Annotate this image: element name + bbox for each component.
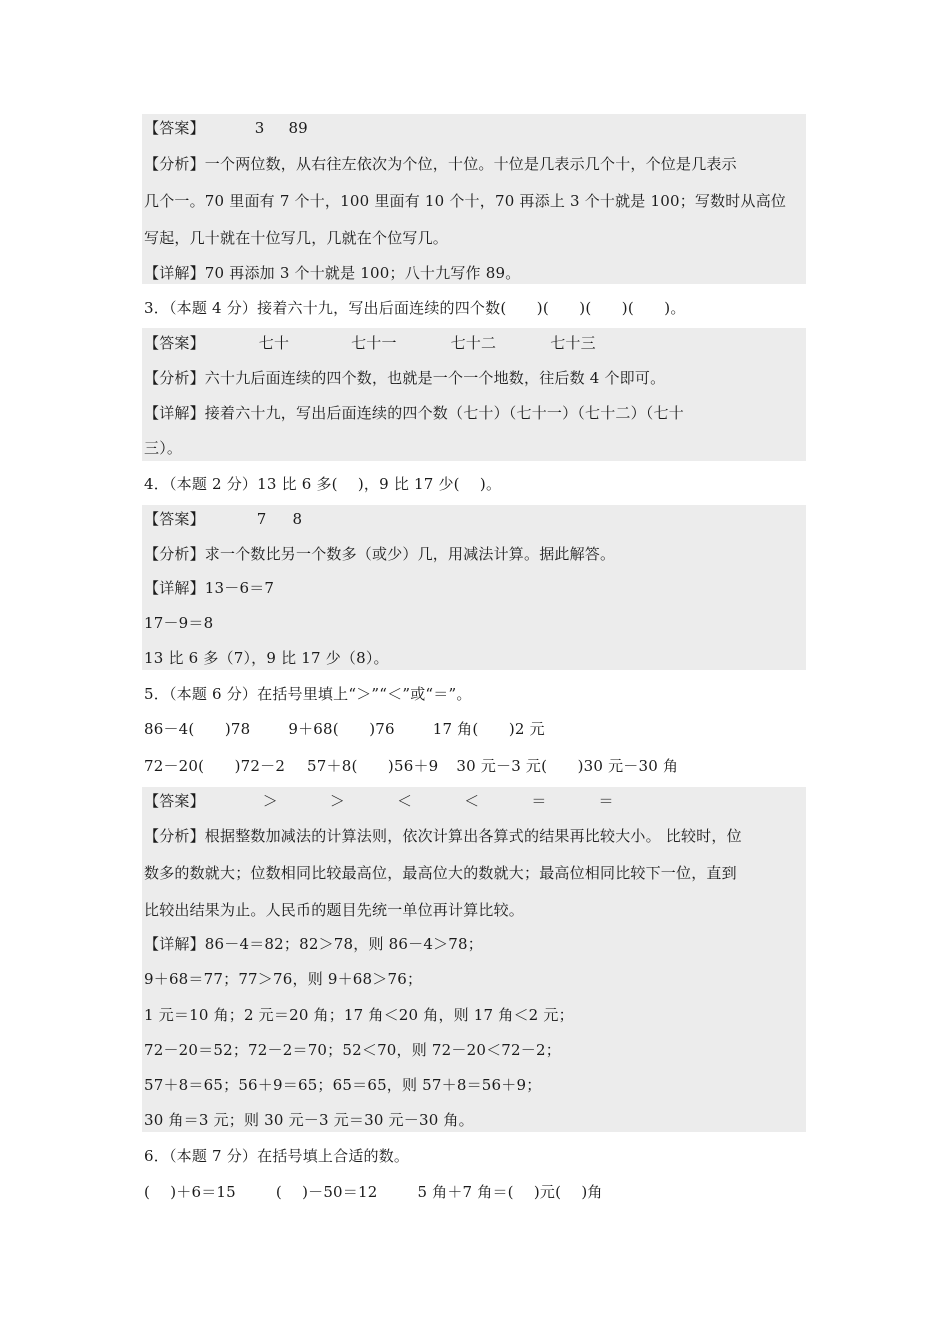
answer-value: ＜ bbox=[464, 792, 480, 810]
answer-value: 七十 bbox=[258, 334, 290, 352]
detail-line: 30 角＝3 元；则 30 元－3 元＝30 元－30 角。 bbox=[144, 1111, 474, 1129]
analysis-line: 【分析】六十九后面连续的四个数，也就是一个一个地数，往后数 4 个即可。 bbox=[144, 369, 666, 387]
answer-line-q3 bbox=[144, 333, 596, 353]
analysis-line: 数多的数就大；位数相同比较最高位，最高位大的数就大；最高位相同比较下一位，直到 bbox=[144, 864, 737, 882]
answer-value: 七十三 bbox=[550, 334, 596, 352]
comparison-item: 86－4( )78 bbox=[144, 720, 251, 738]
answer-line-q4 bbox=[144, 509, 302, 529]
answer-value: 3 bbox=[254, 119, 265, 137]
answer-tag: 【答案】 bbox=[144, 334, 205, 352]
detail-line: 9＋68＝77；77＞76，则 9＋68＞76； bbox=[144, 970, 423, 988]
answer-value: ＞ bbox=[329, 792, 346, 810]
detail-line: 13 比 6 多（7），9 比 17 少（8）。 bbox=[144, 649, 389, 667]
analysis-line: 【分析】一个两位数，从右往左依次为个位，十位。十位是几表示几个十，个位是几表示 bbox=[144, 155, 737, 173]
analysis-line: 【分析】求一个数比另一个数多（或少）几，用减法计算。据此解答。 bbox=[144, 545, 616, 563]
detail-line: 三）。 bbox=[144, 439, 183, 457]
analysis-line: 几个一。70 里面有 7 个十，100 里面有 10 个十，70 再添上 3 个十就是 100；写数时从高位 bbox=[144, 192, 787, 210]
answer-tag: 【答案】 bbox=[144, 510, 205, 528]
answer-value: 89 bbox=[288, 119, 308, 137]
question-5-row-1 bbox=[144, 719, 545, 739]
comparison-item: 72－20( )72－2 bbox=[144, 757, 286, 775]
answer-tag: 【答案】 bbox=[144, 119, 205, 137]
answer-value: ＞ bbox=[262, 792, 278, 810]
answer-value: ＝ bbox=[531, 792, 547, 810]
analysis-line: 比较出结果为止。人民币的题目先统一单位再计算比较。 bbox=[144, 901, 525, 919]
answer-tag: 【答案】 bbox=[144, 792, 205, 810]
analysis-line: 写起，几十就在十位写几，几就在个位写几。 bbox=[144, 229, 449, 247]
analysis-line: 【分析】根据整数加减法的计算法则，依次计算出各算式的结果再比较大小。 比较时，位 bbox=[144, 827, 742, 845]
fill-blank-item: 5 角＋7 角＝( )元( )角 bbox=[417, 1183, 603, 1201]
detail-line: 【详解】86－4＝82；82＞78，则 86－4＞78； bbox=[144, 935, 483, 953]
question-5: 5．（本题 6 分）在括号里填上“＞”“＜”或“＝”。 bbox=[144, 685, 472, 703]
comparison-item: 17 角( )2 元 bbox=[432, 720, 545, 738]
answer-line-q2 bbox=[144, 118, 308, 138]
fill-blank-item: ( )－50＝12 bbox=[275, 1183, 378, 1201]
detail-line: 【详解】70 再添加 3 个十就是 100；八十九写作 89。 bbox=[144, 264, 521, 282]
question-5-row-2 bbox=[144, 756, 678, 776]
answer-value: ＜ bbox=[397, 792, 413, 810]
question-6-row-1 bbox=[144, 1182, 603, 1202]
comparison-item: 30 元－3 元( )30 元－30 角 bbox=[456, 757, 679, 775]
comparison-item: 9＋68( )76 bbox=[288, 720, 395, 738]
answer-value: 七十二 bbox=[450, 334, 497, 352]
question-4: 4．（本题 2 分）13 比 6 多( )，9 比 17 少( )。 bbox=[144, 475, 502, 493]
detail-line: 【详解】接着六十九，写出后面连续的四个数（七十）（七十一）（七十二）（七十 bbox=[144, 404, 684, 422]
comparison-item: 57＋8( )56＋9 bbox=[307, 757, 439, 775]
detail-line: 57＋8＝65；56＋9＝65；65＝65，则 57＋8＝56＋9； bbox=[144, 1076, 542, 1094]
answer-value: 七十一 bbox=[351, 334, 397, 352]
detail-line: 72－20＝52；72－2＝70；52＜70，则 72－20＜72－2； bbox=[144, 1041, 561, 1059]
detail-line: 1 元＝10 角；2 元＝20 角；17 角＜20 角，则 17 角＜2 元； bbox=[144, 1006, 574, 1024]
answer-value: ＝ bbox=[598, 792, 614, 810]
answer-line-q5 bbox=[144, 791, 614, 811]
answer-value: 7 bbox=[256, 510, 267, 528]
detail-line: 【详解】13－6＝7 bbox=[144, 579, 275, 597]
answer-value: 8 bbox=[292, 510, 303, 528]
question-6: 6．（本题 7 分）在括号填上合适的数。 bbox=[144, 1147, 410, 1165]
question-3: 3．（本题 4 分）接着六十九，写出后面连续的四个数( )( )( )( )。 bbox=[144, 299, 686, 317]
detail-line: 17－9＝8 bbox=[144, 614, 214, 632]
fill-blank-item: ( )＋6＝15 bbox=[144, 1183, 236, 1201]
